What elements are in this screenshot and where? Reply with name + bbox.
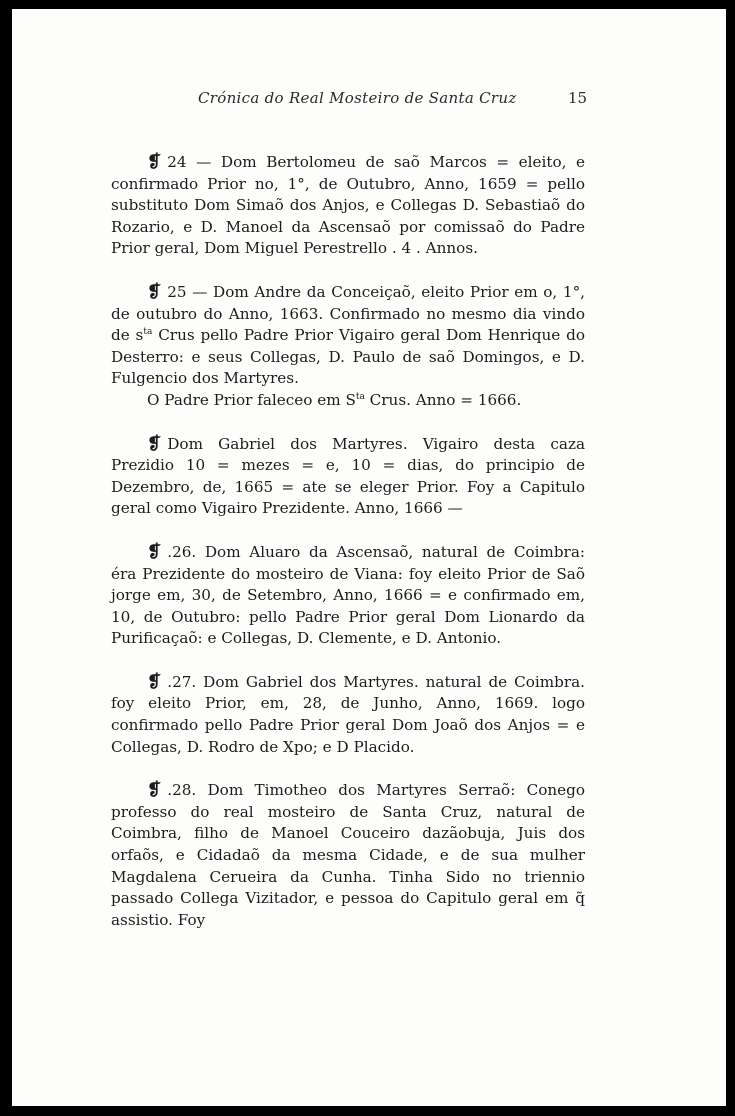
- paragraph-mark-icon: ❡: [147, 541, 162, 562]
- entry-gabriel-vigairo: [111, 434, 585, 520]
- body-text: [111, 152, 585, 953]
- entry-paragraph: [111, 152, 585, 260]
- entry-note-text: Crus. Anno = 1666.: [364, 390, 522, 409]
- paragraph-mark-icon: ❡: [147, 780, 162, 801]
- entry-paragraph: [111, 672, 585, 758]
- entry-note-text: O Padre Prior faleceo em S: [147, 390, 356, 409]
- entry-27: [111, 672, 585, 758]
- entry-paragraph: [111, 434, 585, 520]
- entry-text: .26. Dom Aluaro da Ascensaõ, natural de Coimbra: éra Prezidente do mosteiro de Viana: foy eleito Prior de Saõ jorge em, 30, de Setembro, Anno, 1666 = e confirmado em, 10, de Outubro: pello Padre Prior geral Dom Lionardo da Purificaçaõ: e Collegas, D. Clemente, e D. Antonio.: [111, 542, 585, 648]
- running-title: Crónica do Real Mosteiro de Santa Cruz: [198, 89, 517, 107]
- entry-25: [111, 282, 585, 412]
- entry-text: 25 — Dom Andre da Conceiçaõ, eleito Prior em o, 1°, de outubro do Anno, 1663. Confirmado no mesmo dia vindo de s: [111, 282, 585, 345]
- entry-paragraph: [111, 780, 585, 931]
- entry-text: .27. Dom Gabriel dos Martyres. natural de Coimbra. foy eleito Prior, em, 28, de Junho, Anno, 1669. logo confirmado pello Padre Prior geral Dom Joaõ dos Anjos = e Collegas, D. Rodro de Xpo; e D Placido.: [111, 672, 585, 756]
- paragraph-mark-icon: ❡: [147, 433, 162, 454]
- superscript: ta: [143, 327, 153, 338]
- entry-24: [111, 152, 585, 260]
- superscript: ta: [355, 391, 365, 402]
- entry-28: [111, 780, 585, 931]
- entry-text: 24 — Dom Bertolomeu de saõ Marcos = eleito, e confirmado Prior no, 1°, de Outubro, Anno, 1659 = pello substituto Dom Simaõ dos Anjos, e Collegas D. Sebastiaõ do Rozario, e D. Manoel da Ascensaõ por comissaõ do Padre Prior geral, Dom Miguel Perestrello . 4 . Annos.: [111, 153, 585, 258]
- entry-26: [111, 542, 585, 650]
- paragraph-mark-icon: ❡: [147, 671, 162, 692]
- entry-note: [111, 390, 585, 412]
- entry-text: .28. Dom Timotheo dos Martyres Serraõ: Conego professo do real mosteiro de Santa Cruz, natural de Coimbra, filho de Manoel Couceiro dazãobuja, Juis dos orfaõs, e Cidadaõ da mesma Cidade, e de sua mulher Magdalena Cerueira da Cunha. Tinha Sido no triennio passado Collega Vizitador, e pessoa do Capitulo geral em q̃ assistio. Foy: [111, 781, 585, 929]
- entry-text: Dom Gabriel dos Martyres. Vigairo desta caza Prezidio 10 = mezes = e, 10 = dias, do principio de Dezembro, de, 1665 = ate se eleger Prior. Foy a Capitulo geral como Vigairo Prezidente. Anno, 1666 —: [111, 434, 585, 518]
- page-number: 15: [568, 89, 588, 107]
- paragraph-mark-icon: ❡: [147, 281, 162, 302]
- document-page: [12, 9, 726, 1106]
- entry-text: Crus pello Padre Prior Vigairo geral Dom Henrique do Desterro: e seus Collegas, D. Paulo de saõ Domingos, e D. Fulgencio dos Martyres.: [111, 326, 585, 388]
- entry-paragraph: [111, 282, 585, 390]
- paragraph-mark-icon: ❡: [147, 152, 162, 172]
- page-header: [12, 87, 726, 113]
- entry-paragraph: [111, 542, 585, 650]
